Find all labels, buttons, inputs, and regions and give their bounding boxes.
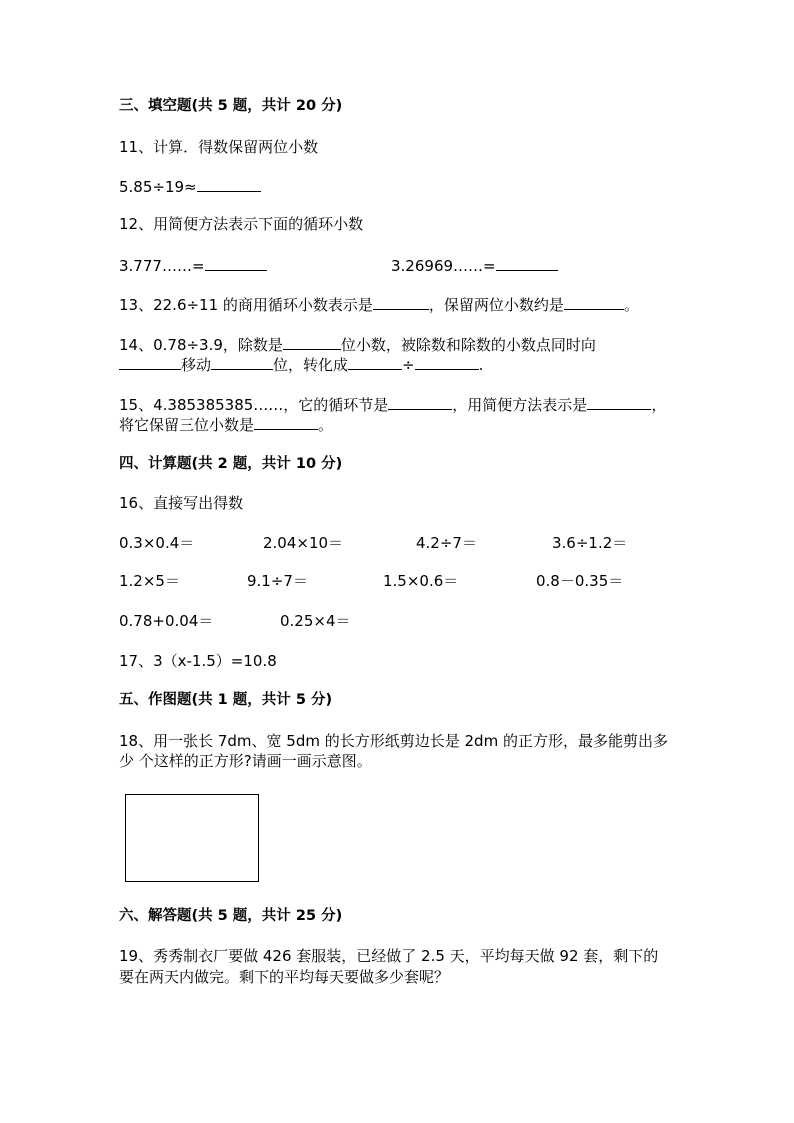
q14-line2-part3: ÷ — [402, 356, 415, 374]
calc-item: 2.04×10＝ — [263, 534, 344, 552]
answer-blank[interactable] — [348, 354, 402, 370]
question-14-line1 — [119, 334, 596, 355]
answer-blank[interactable] — [205, 255, 267, 271]
question-12-expression-a — [119, 255, 267, 276]
question-19-line2: 要在两天内做完。剩下的平均每天要做多少套呢？ — [119, 968, 450, 986]
calc-item: 1.2×5＝ — [119, 572, 180, 590]
drawing-rectangle — [125, 794, 259, 882]
answer-blank[interactable] — [373, 294, 429, 310]
q14-line2-part2: 位，转化成 — [273, 356, 349, 374]
question-12-expression-b — [391, 255, 558, 276]
q15-line1-part2: ，用简便方法表示是 — [452, 396, 588, 414]
answer-blank[interactable] — [388, 394, 452, 410]
question-11-expression — [119, 176, 261, 197]
q14-line2-part4: . — [478, 356, 484, 374]
q15-line2-part1: 将它保留三位小数是 — [119, 416, 255, 434]
q12-expr-b: 3.26969……= — [391, 257, 496, 275]
calc-item: 9.1÷7＝ — [247, 572, 308, 590]
question-18-line1: 18、用一张长 7dm、宽 5dm 的长方形纸剪边长是 2dm 的正方形，最多能剪出多 — [119, 732, 668, 750]
question-11-prompt: 11、计算．得数保留两位小数 — [119, 138, 319, 156]
answer-blank[interactable] — [587, 394, 651, 410]
question-14-line2 — [119, 354, 483, 375]
q13-part1: 13、22.6÷11 的商用循环小数表示是 — [119, 296, 373, 314]
q12-expr-a: 3.777……= — [119, 257, 205, 275]
calc-item: 0.8－0.35＝ — [536, 572, 624, 590]
answer-blank[interactable] — [415, 354, 479, 370]
section-heading-drawing: 五、作图题(共 1 题，共计 5 分) — [119, 692, 333, 708]
question-12-prompt: 12、用简便方法表示下面的循环小数 — [119, 215, 364, 233]
q15-line2-part2: 。 — [318, 416, 334, 434]
answer-blank[interactable] — [496, 255, 558, 271]
section-heading-fill-in: 三、填空题(共 5 题，共计 20 分) — [119, 98, 343, 114]
q14-line2-part1: 移动 — [181, 356, 212, 374]
answer-blank[interactable] — [119, 354, 181, 370]
q15-line1-part3: ， — [651, 396, 667, 414]
q13-part3: 。 — [623, 296, 639, 314]
answer-blank[interactable] — [283, 334, 341, 350]
answer-blank[interactable] — [564, 294, 624, 310]
calc-item: 0.25×4＝ — [280, 612, 351, 630]
q14-line1-part1: 14、0.78÷3.9，除数是 — [119, 336, 283, 354]
answer-blank[interactable] — [254, 414, 318, 430]
q11-expr: 5.85÷19≈ — [119, 178, 197, 196]
question-13 — [119, 294, 639, 315]
question-16-prompt: 16、直接写出得数 — [119, 494, 244, 512]
question-17: 17、3（x-1.5）=10.8 — [119, 652, 277, 670]
question-15-line2 — [119, 414, 333, 435]
q15-line1-part1: 15、4.385385385……，它的循环节是 — [119, 396, 389, 414]
answer-blank[interactable] — [211, 354, 273, 370]
section-heading-calculation: 四、计算题(共 2 题，共计 10 分) — [119, 456, 343, 472]
calc-item: 0.78+0.04＝ — [119, 612, 214, 630]
question-15-line1 — [119, 394, 666, 415]
q13-part2: ，保留两位小数约是 — [428, 296, 564, 314]
question-19-line1: 19、秀秀制衣厂要做 426 套服装，已经做了 2.5 天，平均每天做 92 套，剩下的 — [119, 947, 659, 965]
q14-line1-part2: 位小数，被除数和除数的小数点同时向 — [340, 336, 596, 354]
question-18-line2: 少 个这样的正方形?请画一画示意图。 — [119, 752, 372, 770]
calc-item: 4.2÷7＝ — [416, 534, 477, 552]
calc-item: 1.5×0.6＝ — [383, 572, 459, 590]
calc-item: 3.6÷1.2＝ — [552, 534, 628, 552]
section-heading-word-problems: 六、解答题(共 5 题，共计 25 分) — [119, 908, 343, 924]
answer-blank[interactable] — [197, 176, 261, 192]
calc-item: 0.3×0.4＝ — [119, 534, 195, 552]
